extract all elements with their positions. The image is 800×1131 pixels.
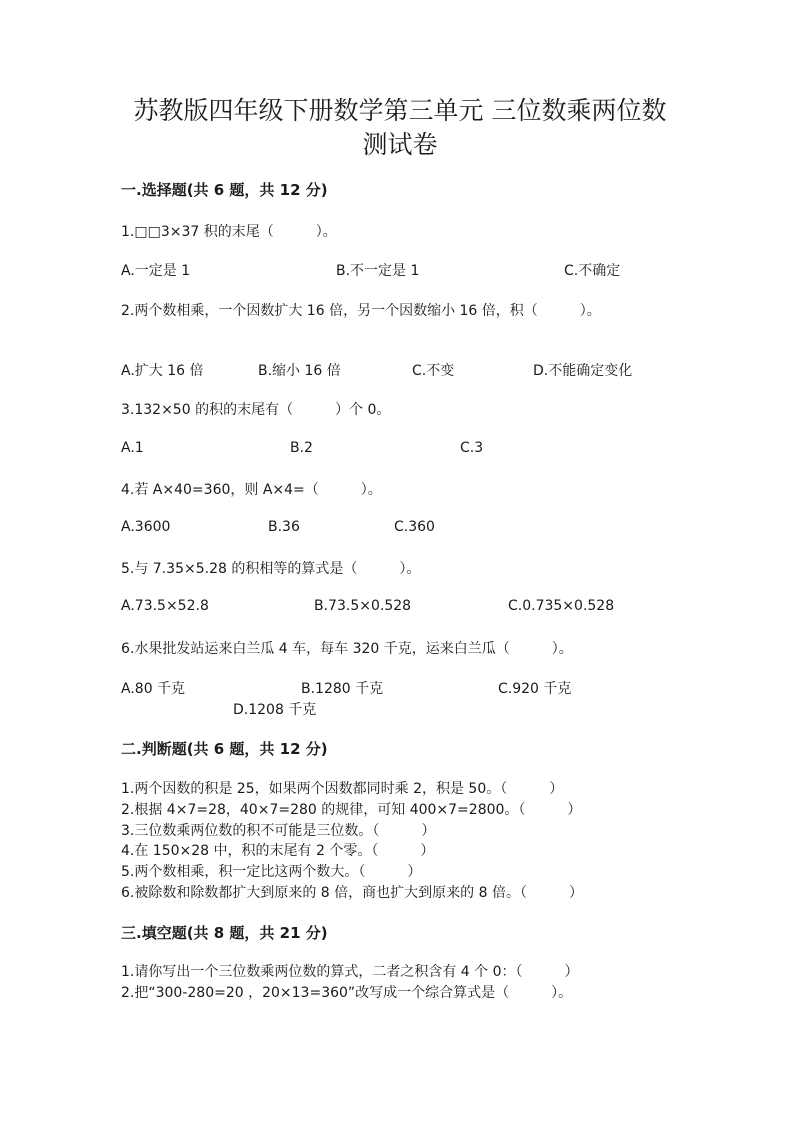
fill-item: 1.请你写出一个三位数乘两位数的算式，二者之积含有 4 个 0：（ ）: [121, 964, 579, 980]
judge-item: 6.被除数和除数都扩大到原来的 8 倍，商也扩大到原来的 8 倍。（ ）: [121, 885, 583, 901]
judge-item: 1.两个因数的积是 25，如果两个因数都同时乘 2，积是 50。（ ）: [121, 781, 564, 797]
option-b: B.缩小 16 倍: [258, 363, 341, 379]
page-title: 苏教版四年级下册数学第三单元 三位数乘两位数: [133, 96, 667, 125]
fill-item: 2.把“300-280=20 ，20×13=360”改写成一个综合算式是（ ）。: [121, 985, 573, 1001]
option-c: C.3: [460, 440, 484, 456]
question-text: 4.若 A×40=360，则 A×4=（ ）。: [121, 482, 382, 498]
question-text: 5.与 7.35×5.28 的积相等的算式是（ ）。: [121, 561, 421, 577]
page-title-line2: 测试卷: [362, 130, 438, 159]
option-b: B.73.5×0.528: [314, 598, 412, 614]
judge-item: 5.两个数相乘，积一定比这两个数大。（ ）: [121, 864, 422, 880]
section-heading-judge: 二.判断题(共 6 题，共 12 分): [121, 740, 328, 758]
question-text: 2.两个数相乘，一个因数扩大 16 倍，另一个因数缩小 16 倍，积（ ）。: [121, 303, 601, 319]
option-d: D.不能确定变化: [533, 363, 633, 379]
option-c: C.0.735×0.528: [508, 598, 615, 614]
option-a: A.3600: [121, 519, 171, 535]
option-b: B.不一定是 1: [336, 263, 420, 279]
option-a: A.73.5×52.8: [121, 598, 209, 614]
option-b: B.36: [268, 519, 300, 535]
judge-item: 2.根据 4×7=28，40×7=280 的规律，可知 400×7=2800。（ ）: [121, 802, 582, 818]
option-a: A.1: [121, 440, 144, 456]
question-text: 3.132×50 的积的末尾有（ ）个 0。: [121, 402, 391, 418]
option-c: C.不确定: [564, 263, 621, 279]
judge-item: 3.三位数乘两位数的积不可能是三位数。（ ）: [121, 823, 436, 839]
question-text: 6.水果批发站运来白兰瓜 4 车，每车 320 千克，运来白兰瓜（ ）。: [121, 641, 573, 657]
option-b: B.2: [290, 440, 313, 456]
judge-item: 4.在 150×28 中，积的末尾有 2 个零。（ ）: [121, 843, 435, 859]
option-b: B.1280 千克: [301, 681, 384, 697]
section-heading-fill: 三.填空题(共 8 题，共 21 分): [121, 924, 328, 942]
option-c: C.360: [394, 519, 435, 535]
option-d: D.1208 千克: [233, 702, 317, 718]
option-a: A.扩大 16 倍: [121, 363, 204, 379]
option-c: C.不变: [412, 363, 455, 379]
option-a: A.一定是 1: [121, 263, 191, 279]
option-c: C.920 千克: [498, 681, 572, 697]
option-a: A.80 千克: [121, 681, 186, 697]
section-heading-choice: 一.选择题(共 6 题，共 12 分): [121, 181, 328, 199]
question-text: 1.□□3×37 积的末尾（ ）。: [121, 224, 337, 240]
